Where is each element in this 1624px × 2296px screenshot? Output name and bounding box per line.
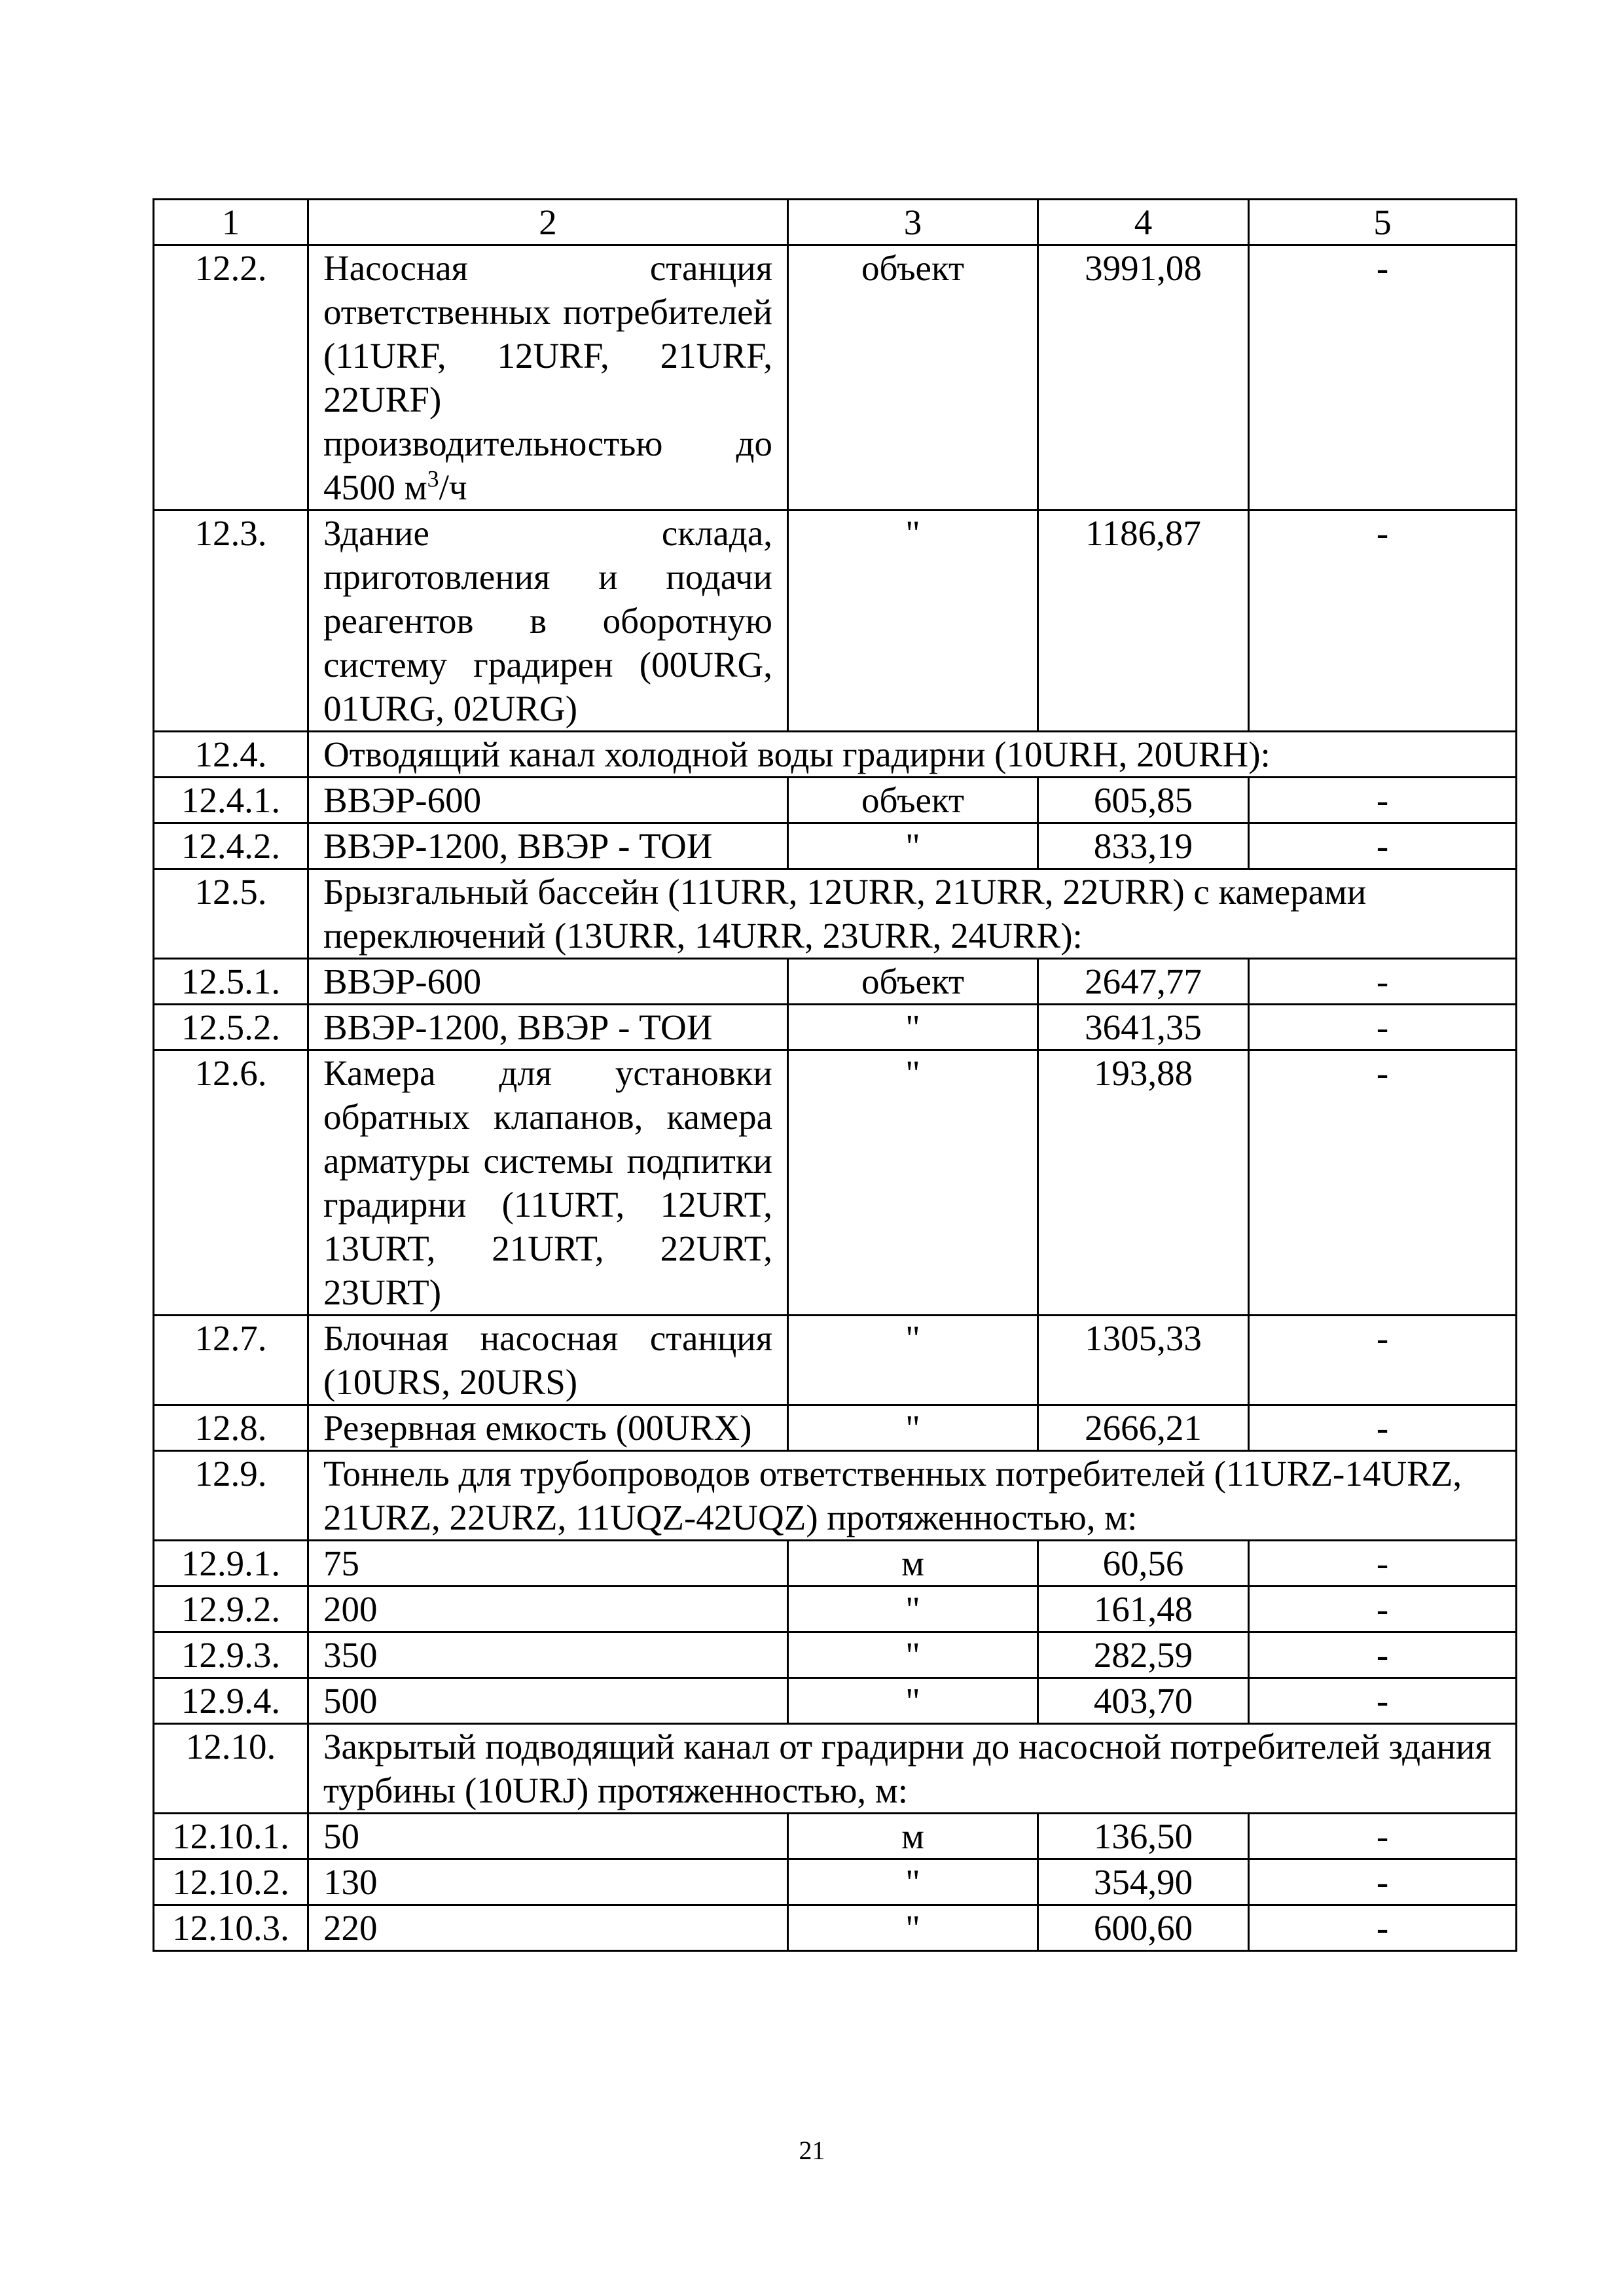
col5-cell: - [1249, 1632, 1517, 1678]
item-name-text: Насосная станция ответственных потребителей (11URF, 12URF, 21URF, 22URF) производительностью до 4500 м [323, 248, 772, 507]
table-row [154, 1541, 1517, 1587]
unit-cell: " [788, 1050, 1038, 1316]
table-row [154, 245, 1517, 511]
table-row [154, 732, 1517, 778]
unit-cell: " [788, 1005, 1038, 1050]
item-name: ВВЭР-600 [308, 959, 788, 1005]
section-title: Брызгальный бассейн (11URR, 12URR, 21URR, 22URR) с камерами переключений (13URR, 14URR, 23URR, 24URR): [308, 869, 1517, 959]
item-number: 12.9.2. [154, 1587, 308, 1632]
item-name: Блочная насосная станция (10URS, 20URS) [308, 1316, 788, 1405]
table-row [154, 778, 1517, 823]
col5-cell: - [1249, 1405, 1517, 1451]
unit-cell: " [788, 1632, 1038, 1678]
value-cell: 161,48 [1038, 1587, 1249, 1632]
col5-cell: - [1249, 959, 1517, 1005]
table-row [154, 511, 1517, 732]
value-cell: 136,50 [1038, 1814, 1249, 1859]
col-header-3: 3 [788, 200, 1038, 245]
unit-cell: " [788, 1405, 1038, 1451]
item-number: 12.10. [154, 1724, 308, 1814]
table-row [154, 1905, 1517, 1951]
table-row [154, 1724, 1517, 1814]
col-header-4: 4 [1038, 200, 1249, 245]
col5-cell: - [1249, 823, 1517, 869]
item-number: 12.9.4. [154, 1678, 308, 1724]
value-cell: 403,70 [1038, 1678, 1249, 1724]
value-cell: 3641,35 [1038, 1005, 1249, 1050]
value-cell: 1305,33 [1038, 1316, 1249, 1405]
item-name: Резервная емкость (00URX) [308, 1405, 788, 1451]
unit-cell: " [788, 1859, 1038, 1905]
item-name: 350 [308, 1632, 788, 1678]
col5-cell: - [1249, 1050, 1517, 1316]
section-title: Отводящий канал холодной воды градирни (10URH, 20URH): [308, 732, 1517, 778]
value-cell: 354,90 [1038, 1859, 1249, 1905]
item-name: ВВЭР-1200, ВВЭР - ТОИ [308, 823, 788, 869]
item-number: 12.4.2. [154, 823, 308, 869]
item-number: 12.5. [154, 869, 308, 959]
col5-cell: - [1249, 245, 1517, 511]
item-number: 12.2. [154, 245, 308, 511]
item-name: 200 [308, 1587, 788, 1632]
value-cell: 2647,77 [1038, 959, 1249, 1005]
item-name: 50 [308, 1814, 788, 1859]
table-row [154, 823, 1517, 869]
col5-cell: - [1249, 1316, 1517, 1405]
item-number: 12.10.1. [154, 1814, 308, 1859]
item-number: 12.4.1. [154, 778, 308, 823]
col5-cell: - [1249, 1587, 1517, 1632]
item-number: 12.4. [154, 732, 308, 778]
item-name: Камера для установки обратных клапанов, камера арматуры системы подпитки градирни (11URT, 12URT, 13URT, 21URT, 22URT, 23URT) [308, 1050, 788, 1316]
col5-cell: - [1249, 1859, 1517, 1905]
unit-cell: м [788, 1541, 1038, 1587]
col5-cell: - [1249, 1678, 1517, 1724]
unit-cell: " [788, 1587, 1038, 1632]
item-name: 75 [308, 1541, 788, 1587]
item-number: 12.10.2. [154, 1859, 308, 1905]
item-name: 500 [308, 1678, 788, 1724]
table-row [154, 1405, 1517, 1451]
value-cell: 605,85 [1038, 778, 1249, 823]
value-cell: 3991,08 [1038, 245, 1249, 511]
unit-cell: " [788, 1678, 1038, 1724]
item-number: 12.6. [154, 1050, 308, 1316]
value-cell: 282,59 [1038, 1632, 1249, 1678]
unit-cell: " [788, 1905, 1038, 1951]
price-table [153, 198, 1517, 1952]
unit-cell: объект [788, 778, 1038, 823]
unit-cell: м [788, 1814, 1038, 1859]
value-cell: 60,56 [1038, 1541, 1249, 1587]
table-row [154, 1632, 1517, 1678]
col5-cell: - [1249, 1541, 1517, 1587]
table-row [154, 1316, 1517, 1405]
unit-superscript: 3 [427, 465, 439, 492]
col5-cell: - [1249, 778, 1517, 823]
table-row [154, 1678, 1517, 1724]
table-row [154, 959, 1517, 1005]
table-row [154, 1050, 1517, 1316]
table-row [154, 1814, 1517, 1859]
section-title: Закрытый подводящий канал от градирни до насосной потребителей здания турбины (10URJ) протяженностью, м: [308, 1724, 1517, 1814]
unit-cell: объект [788, 959, 1038, 1005]
unit-cell: " [788, 511, 1038, 732]
unit-cell: объект [788, 245, 1038, 511]
item-name: Здание склада, приготовления и подачи реагентов в оборотную систему градирен (00URG, 01URG, 02URG) [308, 511, 788, 732]
item-name: ВВЭР-600 [308, 778, 788, 823]
item-name: 130 [308, 1859, 788, 1905]
table-row [154, 1451, 1517, 1541]
page-number: 21 [799, 2136, 825, 2165]
item-name: 220 [308, 1905, 788, 1951]
item-number: 12.9.1. [154, 1541, 308, 1587]
col5-cell: - [1249, 1005, 1517, 1050]
item-number: 12.5.1. [154, 959, 308, 1005]
table-row [154, 1005, 1517, 1050]
unit-cell: " [788, 1316, 1038, 1405]
item-number: 12.10.3. [154, 1905, 308, 1951]
value-cell: 2666,21 [1038, 1405, 1249, 1451]
item-number: 12.3. [154, 511, 308, 732]
table-row [154, 1859, 1517, 1905]
item-name [308, 245, 788, 511]
section-title: Тоннель для трубопроводов ответственных потребителей (11URZ-14URZ, 21URZ, 22URZ, 11UQZ-42UQZ) протяженностью, м: [308, 1451, 1517, 1541]
item-name: ВВЭР-1200, ВВЭР - ТОИ [308, 1005, 788, 1050]
col-header-2: 2 [308, 200, 788, 245]
item-number: 12.7. [154, 1316, 308, 1405]
col5-cell: - [1249, 1905, 1517, 1951]
item-number: 12.8. [154, 1405, 308, 1451]
item-number: 12.9.3. [154, 1632, 308, 1678]
item-number: 12.5.2. [154, 1005, 308, 1050]
col-header-1: 1 [154, 200, 308, 245]
unit-cell: " [788, 823, 1038, 869]
item-number: 12.9. [154, 1451, 308, 1541]
col5-cell: - [1249, 1814, 1517, 1859]
value-cell: 193,88 [1038, 1050, 1249, 1316]
table-body [154, 200, 1517, 1951]
table-row [154, 1587, 1517, 1632]
value-cell: 1186,87 [1038, 511, 1249, 732]
col5-cell: - [1249, 511, 1517, 732]
table-row [154, 869, 1517, 959]
value-cell: 833,19 [1038, 823, 1249, 869]
header-row [154, 200, 1517, 245]
value-cell: 600,60 [1038, 1905, 1249, 1951]
col-header-5: 5 [1249, 200, 1517, 245]
item-name-tail: /ч [439, 467, 467, 507]
